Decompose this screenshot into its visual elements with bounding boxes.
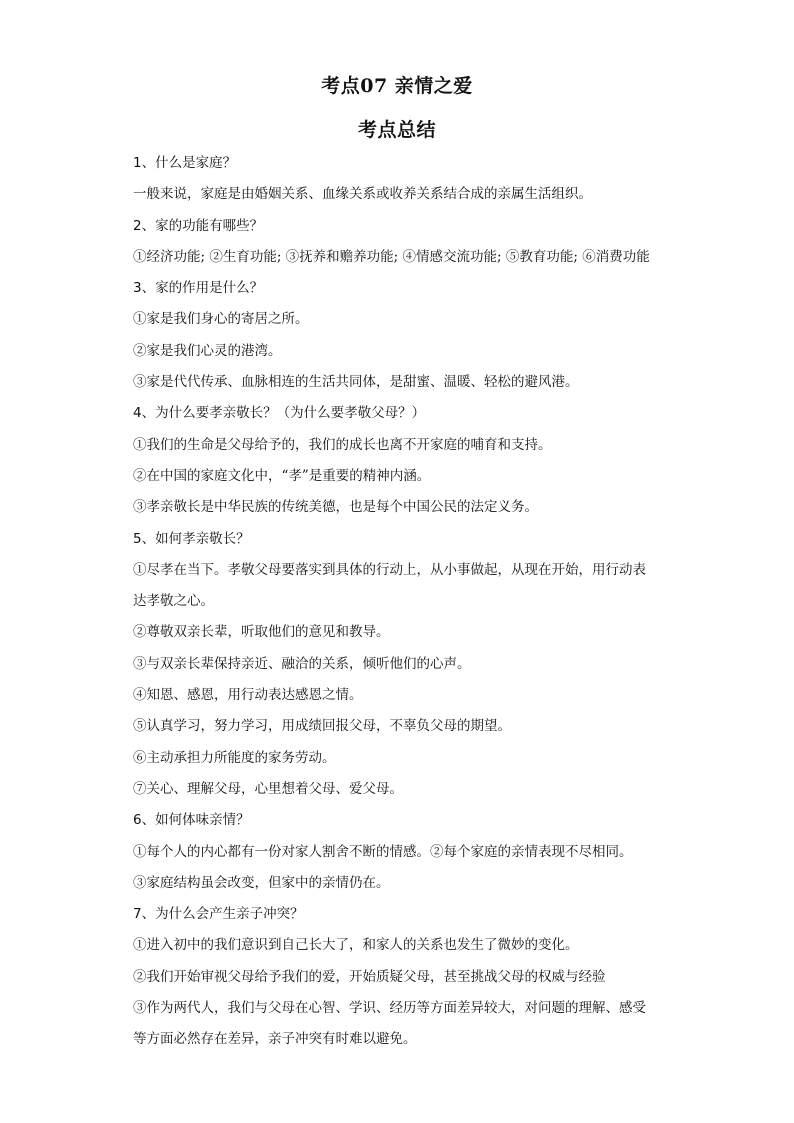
- answer-line: 达孝敬之心。: [133, 593, 214, 610]
- answer-line: ⑤认真学习，努力学习，用成绩回报父母，不辜负父母的期望。: [133, 718, 511, 735]
- answer-line: ③作为两代人，我们与父母在心智、学识、经历等方面差异较大，对问题的理解、感受: [133, 1000, 646, 1017]
- answer-line: ⑥主动承担力所能度的家务劳动。: [133, 749, 336, 766]
- answer-line: ②我们开始审视父母给予我们的爱，开始质疑父母，甚至挑战父母的权威与经验: [133, 968, 606, 985]
- answer-line: ③家是代代传承、血脉相连的生活共同体，是甜蜜、温暖、轻松的避风港。: [133, 374, 579, 391]
- question-heading: 7、为什么会产生亲子冲突？: [133, 906, 304, 923]
- answer-line: ②在中国的家庭文化中，“孝”是重要的精神内涵。: [133, 467, 431, 484]
- answer-line: ①尽孝在当下。孝敬父母要落实到具体的行动上，从小事做起，从现在开始，用行动表: [133, 561, 646, 578]
- answer-line: 一般来说，家庭是由婚姻关系、血缘关系或收养关系结合成的亲属生活组织。: [133, 186, 592, 203]
- answer-line: 等方面必然存在差异，亲子冲突有时难以避免。: [133, 1031, 417, 1048]
- content-body: [133, 148, 663, 1056]
- document-title: 考点07 亲情之爱: [321, 75, 473, 97]
- question-heading: 2、家的功能有哪些？: [133, 217, 264, 234]
- answer-line: ①家是我们身心的寄居之所。: [133, 311, 309, 328]
- answer-line: ①每个人的内心都有一份对家人割舍不断的情感。②每个家庭的亲情表现不尽相同。: [133, 843, 633, 860]
- answer-line: ①进入初中的我们意识到自己长大了，和家人的关系也发生了微妙的变化。: [133, 937, 579, 954]
- answer-line: ⑦关心、理解父母，心里想着父母、爱父母。: [133, 780, 403, 797]
- question-heading: 5、如何孝亲敬长？: [133, 530, 250, 547]
- answer-line: ②家是我们心灵的港湾。: [133, 342, 282, 359]
- question-heading: 1、什么是家庭？: [133, 155, 237, 171]
- answer-line: ②尊敬双亲长辈，听取他们的意见和教导。: [133, 624, 390, 641]
- section-title: 考点总结: [357, 119, 436, 141]
- answer-line: ④知恩、感恩，用行动表达感恩之情。: [133, 687, 363, 704]
- question-heading: 6、如何体味亲情？: [133, 812, 250, 829]
- answer-line: ③与双亲长辈保持亲近、融洽的关系，倾听他们的心声。: [133, 655, 471, 672]
- answer-line: ③孝亲敬长是中华民族的传统美德，也是每个中国公民的法定义务。: [133, 499, 538, 516]
- question-heading: 3、家的作用是什么？: [133, 280, 264, 297]
- answer-line: ①我们的生命是父母给予的，我们的成长也离不开家庭的哺育和支持。: [133, 436, 552, 453]
- answer-line: ③家庭结构虽会改变，但家中的亲情仍在。: [133, 874, 390, 891]
- question-heading: 4、为什么要孝亲敬长？（为什么要孝敬父母？）: [133, 405, 426, 422]
- answer-line: ①经济功能; ②生育功能; ③抚养和赡养功能; ④情感交流功能; ⑤教育功能; ⑥消费功能: [133, 248, 650, 265]
